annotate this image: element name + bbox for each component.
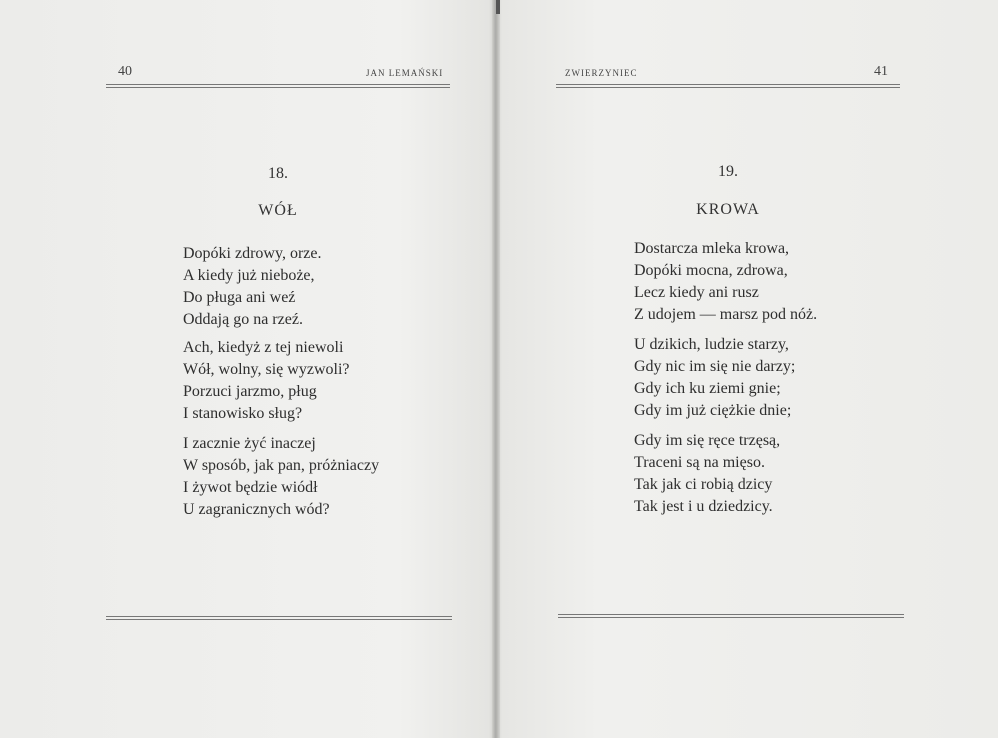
footer-rule xyxy=(106,616,452,620)
running-head: JAN LEMAŃSKI xyxy=(366,68,444,78)
stanza xyxy=(183,433,379,521)
header-rule xyxy=(106,84,450,88)
stanza xyxy=(183,337,349,425)
verse-line: Gdy im już ciężkie dnie; xyxy=(634,402,792,419)
page-number: 40 xyxy=(118,64,132,79)
verse-line: U dzikich, ludzie starzy, xyxy=(634,336,789,353)
verse-line: Gdy ich ku ziemi gnie; xyxy=(634,380,781,397)
verse-line: Gdy im się ręce trzęsą, xyxy=(634,432,781,449)
verse-line: Tak jest i u dziedzicy. xyxy=(634,498,773,515)
verse-line: Z udojem — marsz pod nóż. xyxy=(634,306,818,323)
stanza xyxy=(634,430,780,518)
verse-line: Dostarcza mleka krowa, xyxy=(634,240,790,257)
verse-line: Dopóki mocna, zdrowa, xyxy=(634,262,788,279)
poem-title: WÓŁ xyxy=(258,202,298,219)
page-number: 41 xyxy=(874,64,888,79)
running-head: ZWIERZYNIEC xyxy=(565,68,638,78)
poem-number: 18. xyxy=(268,165,288,182)
poem-title: KROWA xyxy=(696,201,760,218)
verse-line: W sposób, jak pan, próżniaczy xyxy=(183,457,380,474)
verse-line: Gdy nic im się nie darzy; xyxy=(634,358,796,375)
verse-line: U zagranicznych wód? xyxy=(183,501,330,518)
header-rule xyxy=(556,84,900,88)
verse-line: Wół, wolny, się wyzwoli? xyxy=(183,361,350,378)
left-page xyxy=(0,0,495,738)
verse-line: Tak jak ci robią dzicy xyxy=(634,476,773,493)
footer-rule xyxy=(558,614,904,618)
stanza xyxy=(634,238,817,326)
verse-line: Dopóki zdrowy, orze. xyxy=(183,245,322,262)
right-page xyxy=(498,0,998,738)
verse-line: Do pługa ani weź xyxy=(183,289,296,306)
verse-line: I zacznie żyć inaczej xyxy=(183,435,316,452)
verse-line: I żywot będzie wiódł xyxy=(183,479,318,496)
verse-line: Lecz kiedy ani rusz xyxy=(634,284,759,301)
verse-line: Traceni są na mięso. xyxy=(634,454,765,471)
stanza xyxy=(183,243,321,331)
poem-number: 19. xyxy=(718,163,738,180)
stanza xyxy=(634,334,795,422)
verse-line: Oddają go na rzeź. xyxy=(183,311,303,328)
verse-line: A kiedy już nieboże, xyxy=(183,267,315,284)
verse-line: Ach, kiedyż z tej niewoli xyxy=(183,339,344,356)
verse-line: I stanowisko sług? xyxy=(183,405,303,422)
verse-line: Porzuci jarzmo, pług xyxy=(183,383,317,400)
